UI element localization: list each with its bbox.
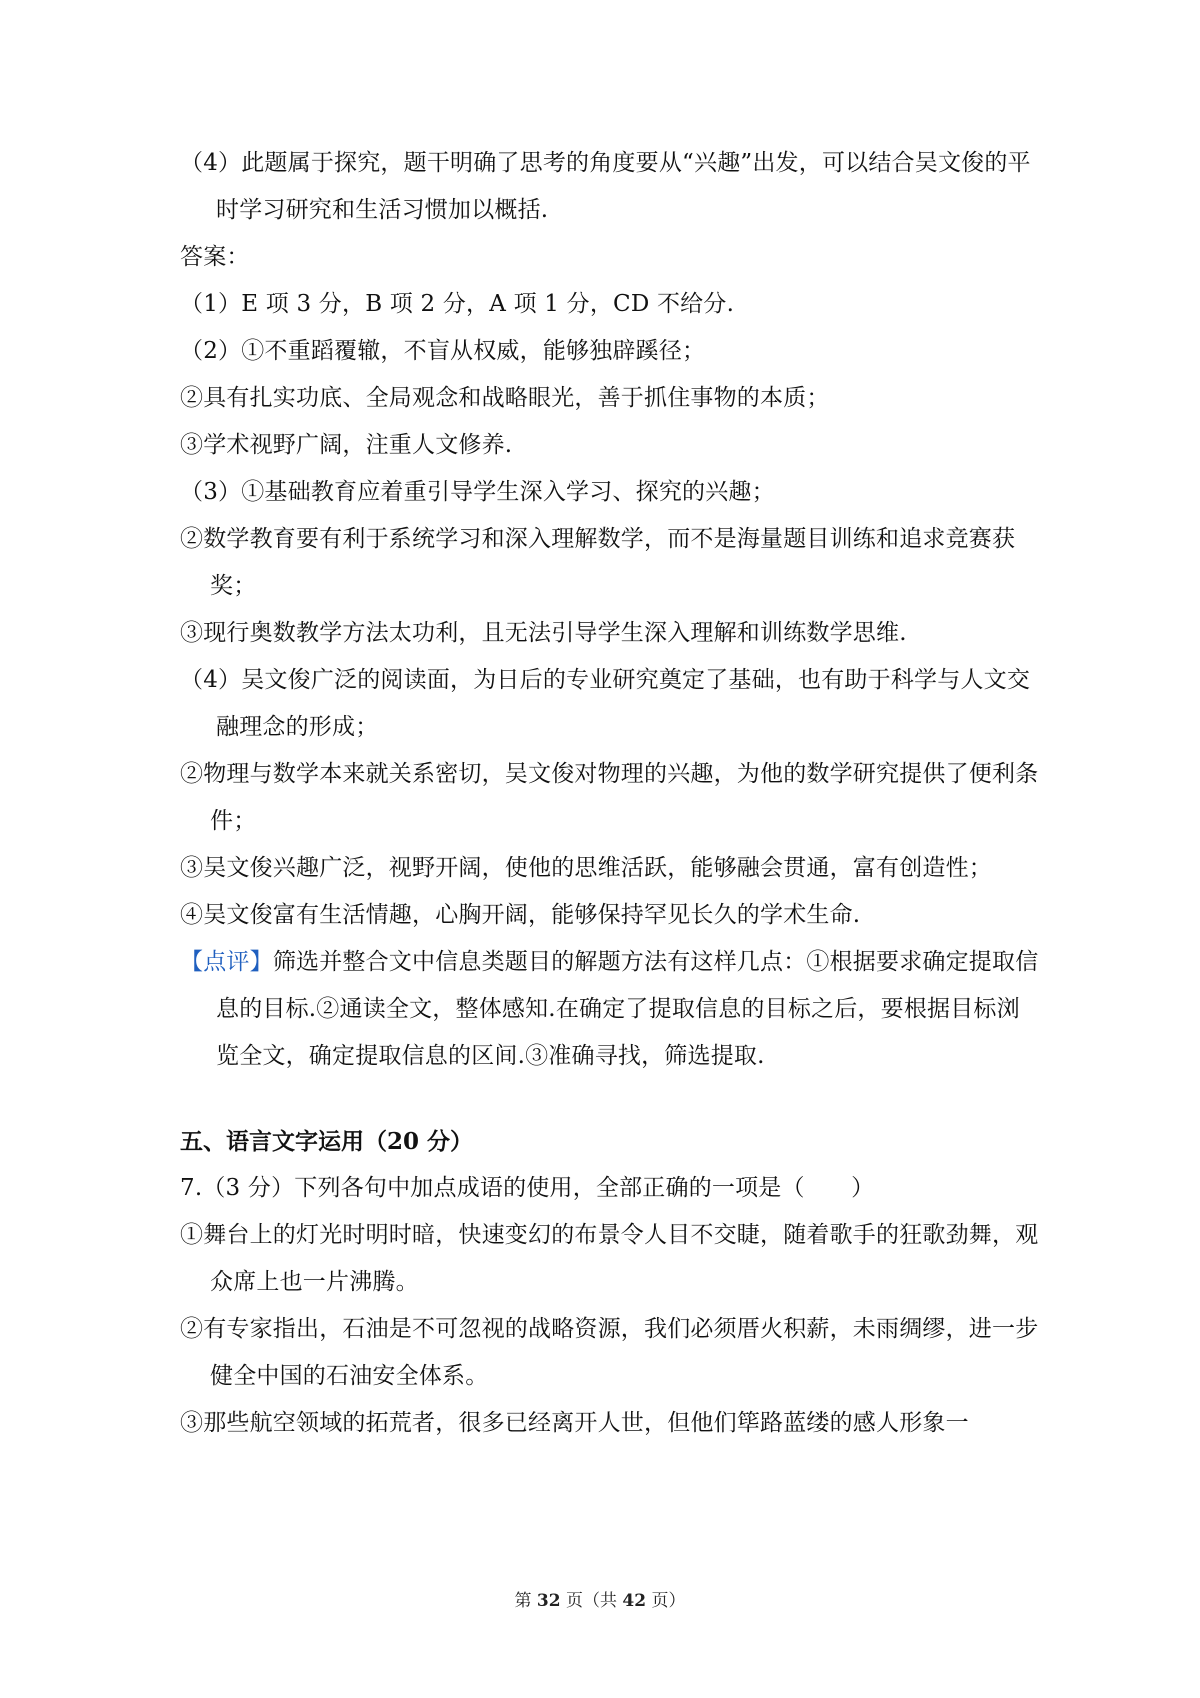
sentence-2: ②有专家指出，石油是不可忽视的战略资源，我们必须厝火积薪，未雨绸缪，进一步健全中国的石油安全体系。 — [180, 1316, 1039, 1389]
question-7: 7.（3 分）下列各句中加点成语的使用，全部正确的一项是（ ） — [180, 1175, 875, 1201]
page-content — [180, 140, 1040, 1447]
answer-4-item-1: （4）吴文俊广泛的阅读面，为日后的专业研究奠定了基础，也有助于科学与人文交融理念的形成； — [180, 667, 1031, 740]
comment-text: 筛选并整合文中信息类题目的解题方法有这样几点：①根据要求确定提取信息的目标.②通读全文，整体感知.在确定了提取信息的目标之后，要根据目标浏览全文，确定提取信息的区间.③准确寻找，筛选提取. — [216, 949, 1039, 1069]
page-footer — [0, 1586, 1200, 1611]
comment-block — [180, 939, 1040, 1080]
answer-2-item-1: （2）①不重蹈覆辙，不盲从权威，能够独辟蹊径； — [180, 338, 706, 364]
answer-3-item-2: ②数学教育要有利于系统学习和深入理解数学，而不是海量题目训练和追求竞赛获奖； — [180, 526, 1016, 599]
answer-4-item-2: ②物理与数学本来就关系密切，吴文俊对物理的兴趣，为他的数学研究提供了便利条件； — [180, 761, 1039, 834]
answer-4-item-4: ④吴文俊富有生活情趣，心胸开阔，能够保持罕见长久的学术生命. — [180, 902, 861, 928]
answer-1: （1）E 项 3 分，B 项 2 分，A 项 1 分，CD 不给分. — [180, 291, 735, 317]
footer-total-pages: 42 — [622, 1591, 647, 1611]
sentence-1: ①舞台上的灯光时明时暗，快速变幻的布景令人目不交睫，随着歌手的狂歌劲舞，观众席上也一片沸腾。 — [180, 1222, 1039, 1295]
answer-3-item-3: ③现行奥数教学方法太功利，且无法引导学生深入理解和训练数学思维. — [180, 620, 907, 646]
answer-label: 答案： — [180, 244, 250, 270]
footer-middle: 页（共 — [560, 1591, 623, 1611]
q4-analysis: （4）此题属于探究，题干明确了思考的角度要从“兴趣”出发，可以结合吴文俊的平时学习研究和生活习惯加以概括. — [180, 150, 1031, 223]
answer-2-item-3: ③学术视野广阔，注重人文修养. — [180, 432, 513, 458]
footer-suffix: 页） — [646, 1591, 686, 1611]
answer-4-item-3: ③吴文俊兴趣广泛，视野开阔，使他的思维活跃，能够融会贯通，富有创造性； — [180, 855, 992, 881]
sentence-3: ③那些航空领域的拓荒者，很多已经离开人世，但他们筚路蓝缕的感人形象一 — [180, 1410, 969, 1436]
footer-page-number: 32 — [536, 1591, 561, 1611]
section-heading: 五、语言文字运用（20 分） — [180, 1128, 474, 1155]
answer-2-item-2: ②具有扎实功底、全局观念和战略眼光，善于抓住事物的本质； — [180, 385, 830, 411]
comment-tag: 【点评】 — [180, 949, 273, 975]
answer-3-item-1: （3）①基础教育应着重引导学生深入学习、探究的兴趣； — [180, 479, 775, 505]
footer-prefix: 第 — [514, 1591, 537, 1611]
